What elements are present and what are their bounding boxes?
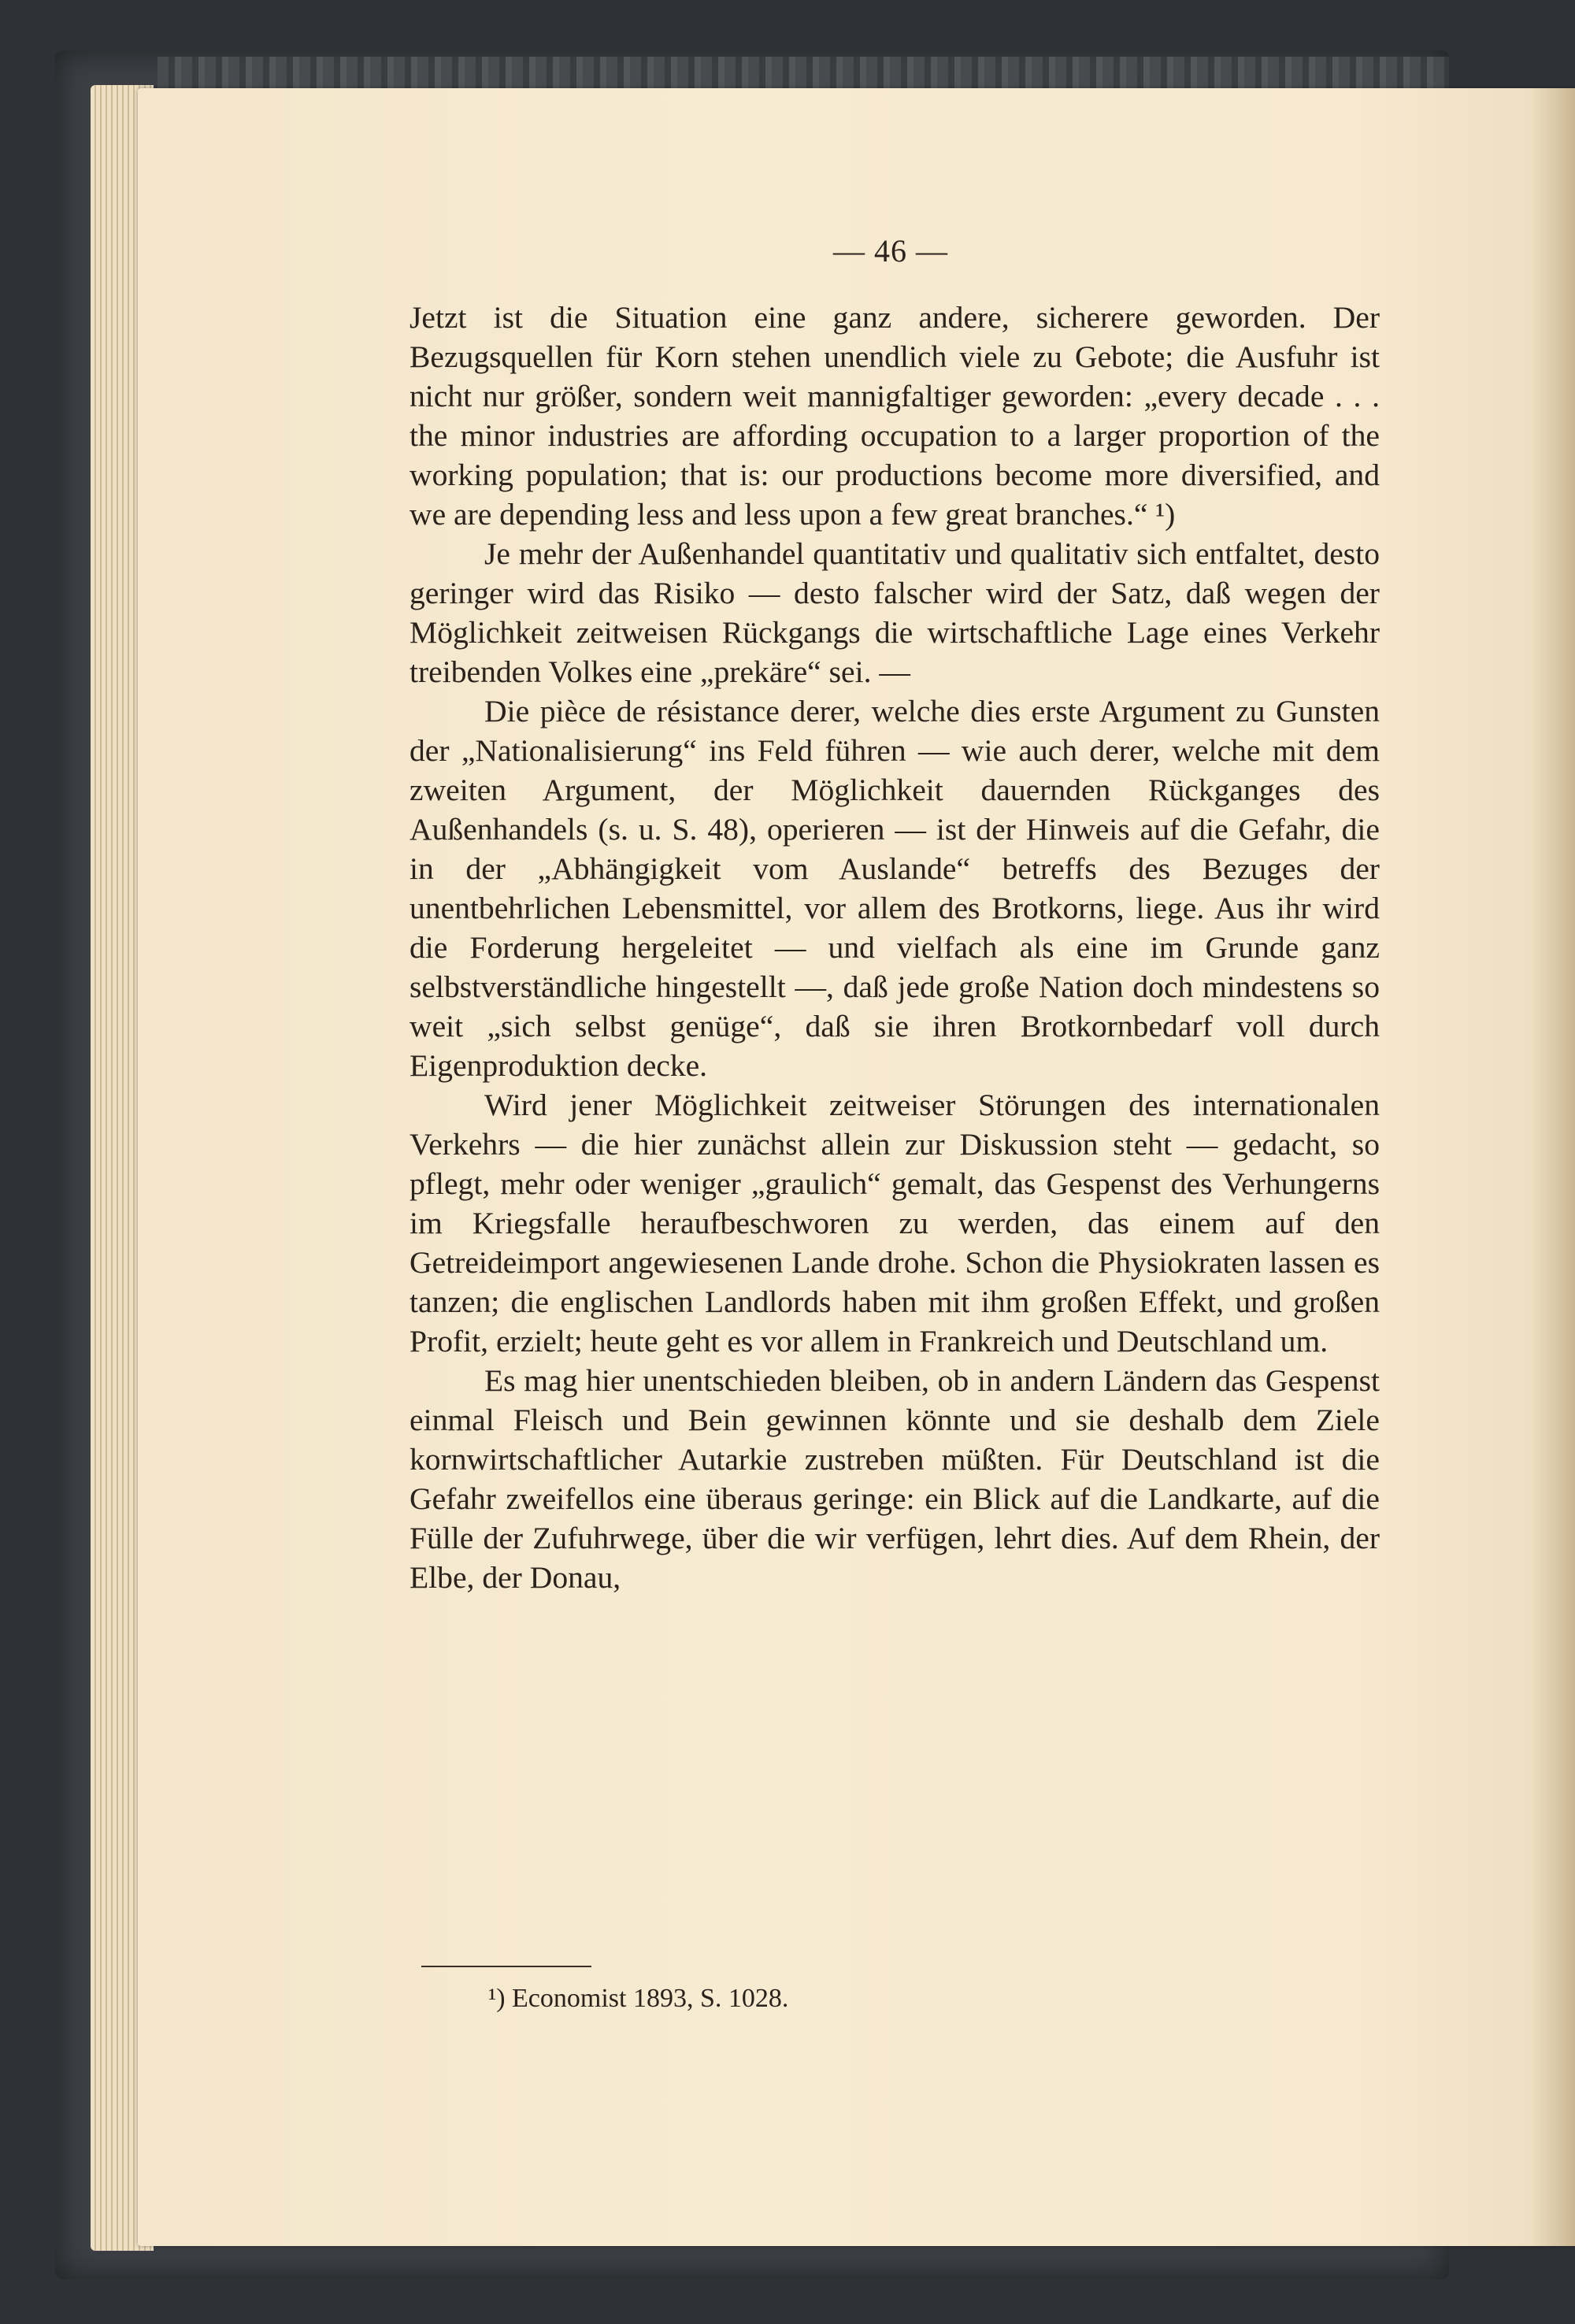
paragraph-5: Es mag hier unentschieden bleiben, ob in andern Ländern das Gespenst einmal Fleisch und Bein gewinnen könnte und sie deshalb dem Ziele kornwirtschaftlicher Autarkie zustreben müßten. Für Deutschland ist die Gefahr zweifellos eine überaus geringe: ein Blick auf die Landkarte, auf die Fülle der Zufuhrwege, über die wir verfügen, lehrt dies. Auf dem Rhein, der Elbe, der Donau,	[410, 1363, 1380, 1595]
footnote-divider	[421, 1966, 591, 1967]
paragraph-4: Wird jener Möglichkeit zeitweiser Störungen des internationalen Verkehrs — die hier zunächst allein zur Diskussion steht — gedacht, so pflegt, mehr oder weniger „graulich“ gemalt, das Gespenst des Verhungerns im Kriegsfalle heraufbeschworen zu werden, das einem auf den Getreideimport angewiesenen Lande drohe. Schon die Physiokraten lassen es tanzen; die englischen Landlords haben mit ihm großen Effekt, und großen Profit, erzielt; heute geht es vor allem in Frankreich und Deutschland um.	[410, 1088, 1380, 1358]
page-number: — 46 —	[833, 233, 948, 269]
paragraph-1: Jetzt ist die Situation eine ganz andere, sicherere geworden. Der Bezugsquellen für Korn stehen unendlich viele zu Gebote; die Ausfuhr ist nicht nur größer, sondern weit mannigfaltiger geworden: „every decade . . . the minor industries are affording occupation to a larger proportion of the working population; that is: our productions become more diversified, and we are depending less and less upon a few great branches.“ ¹)	[410, 300, 1380, 532]
body-text	[410, 298, 1380, 1597]
book-spine-edge	[158, 57, 1449, 88]
footnote: ¹) Economist 1893, S. 1028.	[488, 1984, 789, 2013]
paragraph-3: Die pièce de résistance derer, welche dies erste Argument zu Gunsten der „Nationalisierung“ ins Feld führen — wie auch derer, welche mit dem zweiten Argument, der Möglichkeit dauernden Rückganges des Außenhandels (s. u. S. 48), operieren — ist der Hinweis auf die Gefahr, die in der „Abhängigkeit vom Auslande“ betreffs des Bezuges der unentbehrlichen Lebensmittel, vor allem des Brotkorns, liege. Aus ihr wird die Forderung hergeleitet — und vielfach als eine im Grunde ganz selbstverständliche hingestellt —, daß jede große Nation doch mindestens so weit „sich selbst genüge“, daß sie ihren Brotkornbedarf voll durch Eigenproduktion decke.	[410, 694, 1380, 1083]
paragraph-2: Je mehr der Außenhandel quantitativ und qualitativ sich entfaltet, desto geringer wird das Risiko — desto falscher wird der Satz, daß wegen der Möglichkeit zeitweisen Rückgangs die wirtschaftliche Lage eines Verkehr treibenden Volkes eine „prekäre“ sei. —	[410, 536, 1380, 689]
